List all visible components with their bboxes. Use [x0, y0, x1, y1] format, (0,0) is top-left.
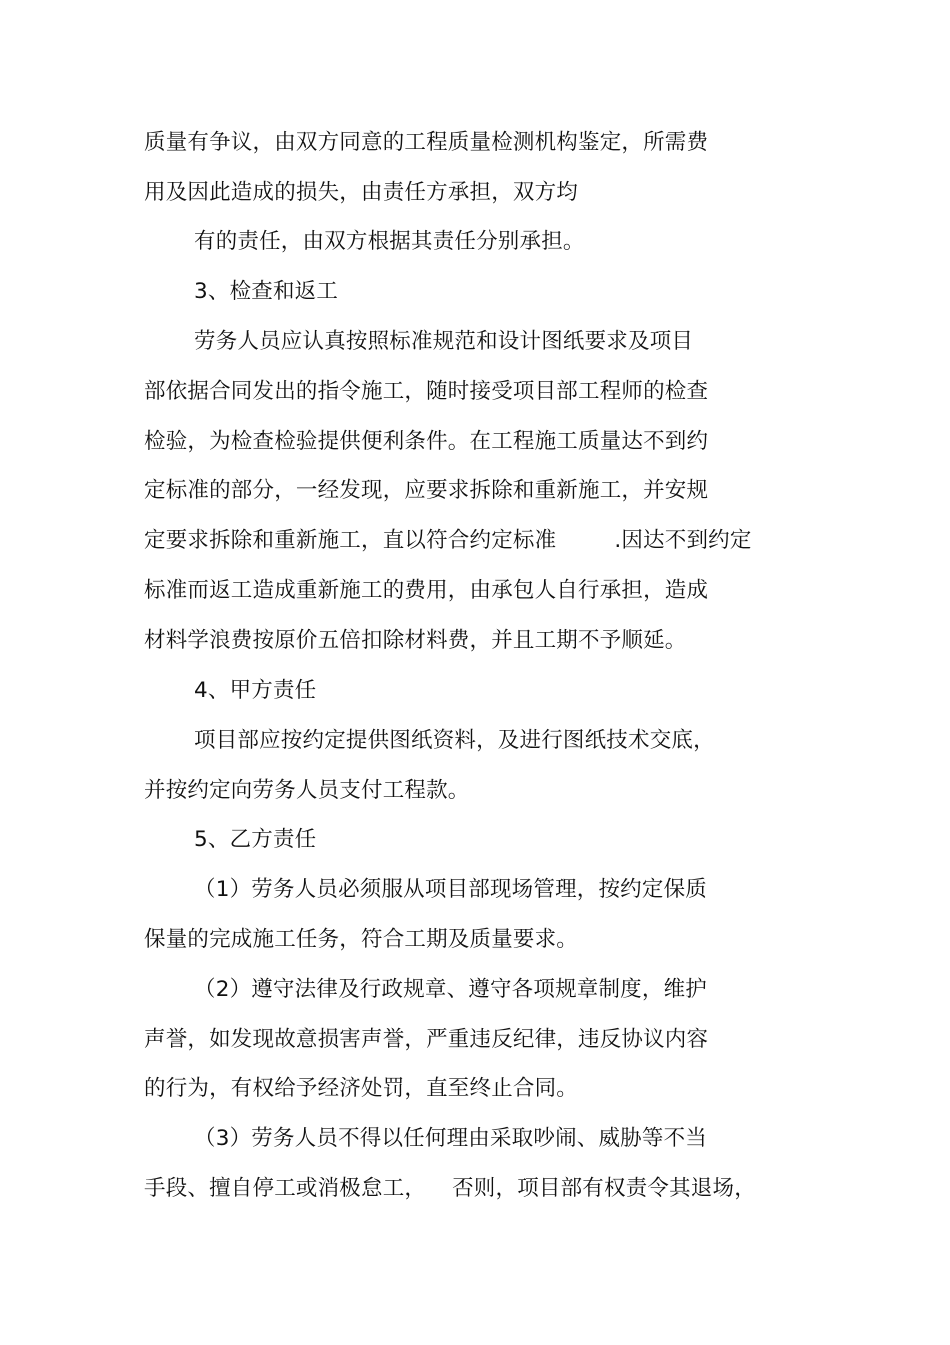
text-line: （3）劳务人员不得以任何理由采取吵闹、威胁等不当: [194, 1126, 707, 1151]
text-segment: 手段、擅自停工或消极怠工，: [144, 1176, 427, 1201]
text-line: （1）劳务人员必须服从项目部现场管理，按约定保质: [194, 877, 707, 902]
text-line: 质量有争议，由双方同意的工程质量检测机构鉴定，所需费: [144, 130, 709, 155]
text-line: 用及因此造成的损失，由责任方承担，双方均: [144, 180, 579, 205]
text-line: [144, 527, 752, 555]
text-line: 声誉，如发现故意损害声誉，严重违反纪律，违反协议内容: [144, 1027, 709, 1052]
text-line: 有的责任，由双方根据其责任分别承担。: [194, 229, 585, 254]
text-line: 部依据合同发出的指令施工，随时接受项目部工程师的检查: [144, 379, 709, 404]
text-segment: .因达不到约定: [614, 528, 752, 553]
text-line: 检验，为检查检验提供便利条件。在工程施工质量达不到约: [144, 429, 709, 454]
text-line: 劳务人员应认真按照标准规范和设计图纸要求及项目: [194, 329, 694, 354]
text-line: 材料学浪费按原价五倍扣除材料费，并且工期不予顺延。: [144, 628, 687, 653]
text-line: （2）遵守法律及行政规章、遵守各项规章制度，维护: [194, 977, 707, 1002]
text-line: [144, 1175, 756, 1203]
section-heading: 4、甲方责任: [194, 678, 317, 703]
text-line: 项目部应按约定提供图纸资料，及进行图纸技术交底，: [194, 728, 715, 753]
text-line: 并按约定向劳务人员支付工程款。: [144, 778, 470, 803]
section-heading: 5、乙方责任: [194, 827, 317, 852]
text-segment: 否则，项目部有权责令其退场，: [452, 1176, 756, 1201]
text-line: 定标准的部分，一经发现，应要求拆除和重新施工，并安规: [144, 478, 709, 503]
text-line: 的行为，有权给予经济处罚，直至终止合同。: [144, 1076, 579, 1101]
text-line: 标准而返工造成重新施工的费用，由承包人自行承担，造成: [144, 578, 709, 603]
text-segment: 定要求拆除和重新施工，直以符合约定标准: [144, 528, 557, 553]
section-heading: 3、检查和返工: [194, 279, 339, 304]
text-line: 保量的完成施工任务，符合工期及质量要求。: [144, 927, 579, 952]
